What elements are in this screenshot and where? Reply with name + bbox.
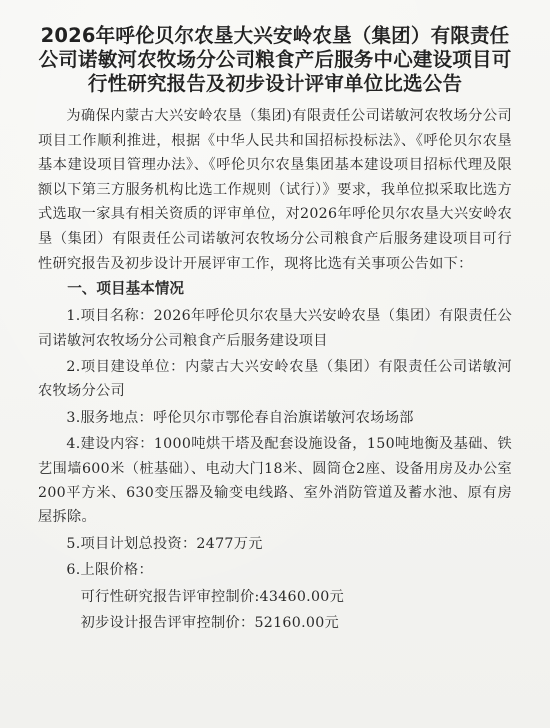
price-preliminary-design-review: 初步设计报告评审控制价：52160.00元	[80, 614, 340, 631]
item-construction-content: 4.建设内容：1000吨烘干塔及配套设施设备，150吨地衡及基础、铁艺围墙600米（桩基础）、电动大门18米、圆筒仓2座、设备用房及办公室200平方米、630变压器及输变电线路、室外消防管道及蓄水池、原有房屋拆除。	[38, 436, 512, 526]
document-title: 2026年呼伦贝尔农垦大兴安岭农垦（集团）有限责任公司诺敏河农牧场分公司粮食产后服务中心建设项目可行性研究报告及初步设计评审单位比选公告	[38, 24, 512, 95]
price-feasibility-review: 可行性研究报告评审控制价:43460.00元	[80, 588, 345, 605]
item-total-investment: 5.项目计划总投资：2477万元	[66, 535, 263, 552]
intro-paragraph: 为确保内蒙古大兴安岭农垦（集团)有限责任公司诺敏河农牧场分公司项目工作顺利推进，根据《中华人民共和国招标投标法》、《呼伦贝尔农垦基本建设项目管理办法》、《呼伦贝尔农垦集团基本建设项目招标代理及限额以下第三方服务机构比选工作规则（试行）》要求，我单位拟采取比选方式选取一家具有相关资质的评审单位，对2026年呼伦贝尔农垦大兴安岭农垦（集团）有限责任公司诺敏河农牧场分公司粮食产后服务建设项目可行性研究报告及初步设计开展评审工作，现将比选有关事项公告如下：	[38, 108, 512, 272]
item-price-cap: 6.上限价格：	[66, 562, 153, 579]
item-service-location: 3.服务地点：呼伦贝尔市鄂伦春自治旗诺敏河农场场部	[66, 409, 414, 426]
item-project-name: 1.项目名称：2026年呼伦贝尔农垦大兴安岭农垦（集团）有限责任公司诺敏河农牧场分公司粮食产后服务建设项目	[38, 308, 512, 349]
item-construction-unit: 2.项目建设单位：内蒙古大兴安岭农垦（集团）有限责任公司诺敏河农牧场分公司	[38, 358, 512, 400]
section-heading-basic-info: 一、项目基本情况	[67, 280, 184, 298]
